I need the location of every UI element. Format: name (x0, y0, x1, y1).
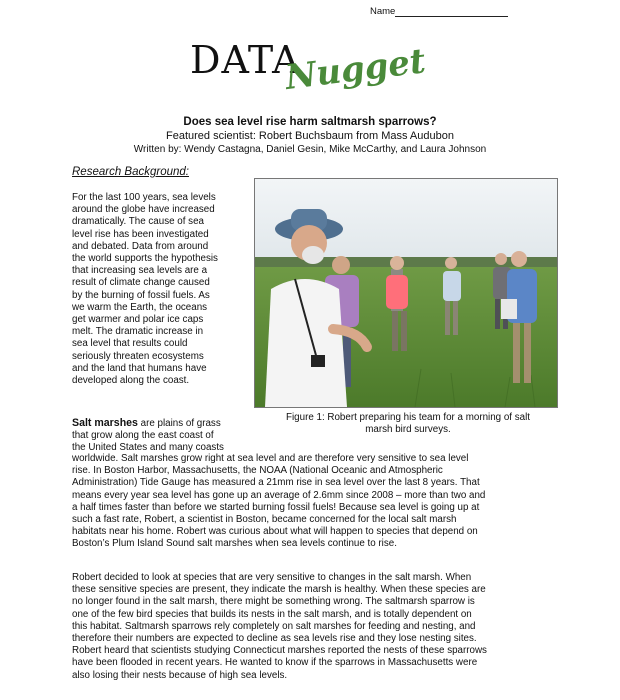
name-label: Name (370, 6, 396, 17)
section-heading: Research Background: (72, 166, 189, 178)
marsh-survey-photo (255, 179, 557, 407)
featured-scientist: Featured scientist: Robert Buchsbaum from Mass Audubon (166, 130, 454, 142)
page-title: Does sea level rise harm saltmarsh sparrows? (183, 116, 437, 128)
logo-word-data: DATA (190, 38, 301, 82)
paragraph-sea-level: For the last 100 years, sea levels around the globe have increased dramatically. The cause of sea level rise has been investigated and debated. Data from around the world supports the hypothesis that increasing sea levels are a result of climate change caused by the burning of fossil fuels. As we warm the Earth, the oceans get warmer and polar ice caps melt. The dramatic increase in sea level that results could seriously threaten ecosystems and the land that humans have developed along the coast. (72, 192, 218, 387)
term-salt-marshes: Salt marshes (72, 417, 138, 429)
data-nugget-logo (190, 38, 440, 108)
paragraph-salt-marshes-start: are plains of grass that grow along the east coast of the United States and many coasts (72, 418, 224, 454)
paragraph-salt-marshes-intro (72, 417, 257, 455)
name-field (370, 6, 508, 17)
paragraph-robert-sparrows: Robert decided to look at species that are very sensitive to changes in the salt marsh. When these sensitive species are present, they indicate the marsh is healthy. When these species are no longer found in the salt marsh, there might be something wrong. The saltmarsh sparrow is one of the few bird species that builds its nests in the salt marsh, and is totally dependent on this habitat. Saltmarsh sparrows rely completely on salt marshes for feeding and nesting, and therefore their numbers are expected to decline as sea levels rise and they lose nesting sites. Robert heard that scientists studying Connecticut marshes reported the nests of these sparrows have been flooded in recent years. He wanted to know if the sparrows in Massachusetts were also losing their nests because of high sea levels. (72, 572, 487, 681)
figure-photo (254, 178, 558, 408)
name-blank-line (395, 7, 508, 17)
logo-word-nugget: Nugget (283, 41, 428, 98)
paragraph-salt-marshes: worldwide. Salt marshes grow right at sea level and are therefore very sensitive to sea level rise. In Boston Harbor, Massachusetts, the NOAA (National Oceanic and Atmospheric Administration) Tide Gauge has measured a 21mm rise in sea level over the last 8 years. That means every year sea level has gone up an average of 2.6mm since 2008 – more than two and a half times faster than before we started burning fossil fuels! Because sea level is going up at such a fast rate, Robert, a scientist in Boston, became concerned for the local salt marsh habitats near his home. Robert was curious about what will happen to species that depend on Boston’s Plum Island Sound salt marshes when sea levels continue to rise. (72, 453, 486, 550)
figure-caption: Figure 1: Robert preparing his team for a morning of salt marsh bird surveys. (286, 412, 530, 435)
authors: Written by: Wendy Castagna, Daniel Gesin, Mike McCarthy, and Laura Johnson (133, 144, 487, 155)
